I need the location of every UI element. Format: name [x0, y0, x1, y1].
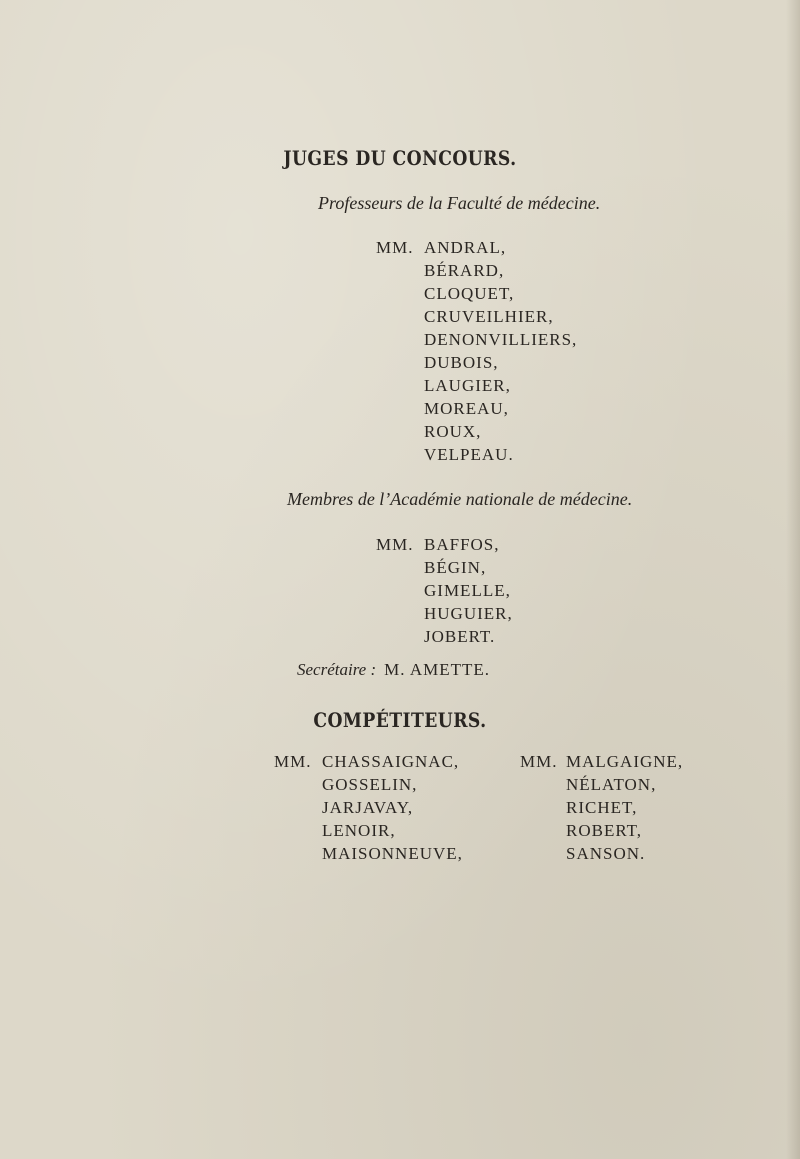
competitor-name: MAISONNEUVE,: [322, 844, 463, 863]
faculty-name: ANDRAL,: [424, 238, 507, 257]
academy-subheading: Membres de l’Académie nationale de médecine.: [287, 489, 633, 509]
competitor-name: JARJAVAY,: [322, 798, 414, 817]
competitor-name: RICHET,: [566, 798, 638, 817]
faculty-name: ROUX,: [424, 422, 482, 441]
faculty-name: CRUVEILHIER,: [424, 307, 554, 326]
academy-names: [424, 533, 513, 648]
competitor-name: GOSSELIN,: [322, 775, 418, 794]
faculty-name: LAUGIER,: [424, 376, 511, 395]
faculty-names: [424, 236, 577, 466]
academy-name: BAFFOS,: [424, 535, 500, 554]
competitors-left-names: [322, 750, 463, 865]
faculty-name: DENONVILLIERS,: [424, 330, 578, 349]
bleed-through-decoration-2: [210, 262, 220, 309]
secretary-line: [297, 660, 490, 680]
competitor-name: NÉLATON,: [566, 775, 657, 794]
competitors-right-names: [566, 750, 683, 865]
academy-name: JOBERT.: [424, 627, 496, 646]
competitor-name: MALGAIGNE,: [566, 752, 684, 771]
competitor-name: LENOIR,: [322, 821, 396, 840]
academy-name: HUGUIER,: [424, 604, 513, 623]
secretary-label: Secrétaire :: [297, 660, 377, 679]
faculty-name: CLOQUET,: [424, 284, 515, 303]
faculty-prefix: MM.: [376, 238, 414, 257]
page-edge-shadow: [786, 0, 800, 1159]
competitors-right-prefix: MM.: [520, 752, 558, 771]
academy-name: GIMELLE,: [424, 581, 511, 600]
secretary-name: M. AMETTE.: [384, 660, 490, 679]
academy-name: BÉGIN,: [424, 558, 487, 577]
faculty-name: VELPEAU.: [424, 445, 514, 464]
competitors-left-prefix: MM.: [274, 752, 312, 771]
competitor-name: CHASSAIGNAC,: [322, 752, 460, 771]
competitor-name: SANSON.: [566, 844, 646, 863]
judges-heading: JUGES DU CONCOURS.: [283, 146, 517, 170]
bleed-through-decoration: [330, 115, 336, 141]
academy-prefix: MM.: [376, 535, 414, 554]
competitor-name: ROBERT,: [566, 821, 643, 840]
faculty-name: MOREAU,: [424, 399, 509, 418]
competitors-heading: COMPÉTITEURS.: [313, 708, 487, 732]
faculty-name: BÉRARD,: [424, 261, 505, 280]
faculty-name: DUBOIS,: [424, 353, 499, 372]
faculty-subheading: Professeurs de la Faculté de médecine.: [318, 193, 601, 213]
